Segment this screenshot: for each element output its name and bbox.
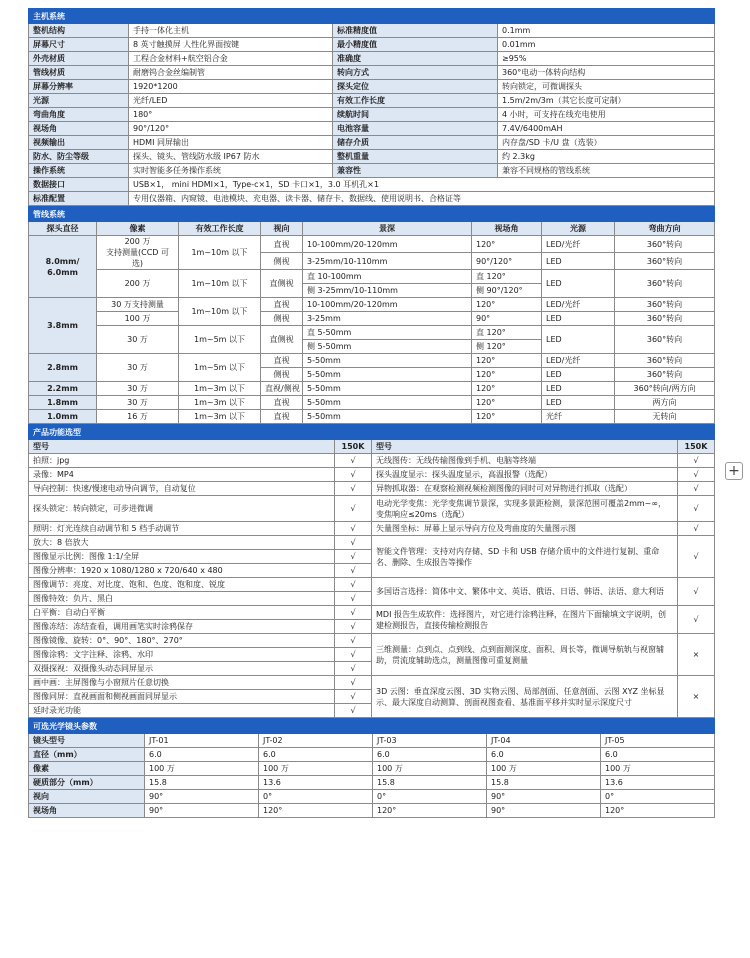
bend: 两方向 <box>615 396 715 410</box>
column-header: JT-05 <box>601 734 715 748</box>
function-check: √ <box>678 606 715 634</box>
spec-value: 90° <box>487 790 601 804</box>
function-item: 图像冻结：冻结查看，调用画笔实时涂鸦保存 <box>29 620 335 634</box>
function-check: √ <box>678 454 715 468</box>
function-check: √ <box>335 496 372 522</box>
spec-value: 内存盘/SD 卡/U 盘（选装） <box>498 136 715 150</box>
spec-value: 90°/120° <box>129 122 333 136</box>
view: 侧视 <box>261 312 303 326</box>
table-row <box>29 748 715 762</box>
spec-label: 续航时间 <box>333 108 498 122</box>
function-item: 探头锁定：转向锁定，可步进微调 <box>29 496 335 522</box>
function-item: 智能文件管理：支持对内存储、SD 卡和 USB 存储介质中的文件进行复制、重命名、删除、生成报告等操作 <box>372 536 678 578</box>
function-item: 多国语言选择：简体中文、繁体中文、英语、俄语、日语、韩语、法语、意大利语 <box>372 578 678 606</box>
function-item: 延时录光功能 <box>29 704 335 718</box>
pixels: 16 万 <box>97 410 179 424</box>
work-length: 1m~5m 以下 <box>179 326 261 354</box>
pipe-header-row <box>29 222 715 236</box>
table-row <box>29 468 715 482</box>
function-item: MDI 报告生成软件：选择图片，对它进行涂鸦注释，在图片下面输填文字说明，创建检测报告，直接传输检测报告 <box>372 606 678 634</box>
spec-label: 管线材质 <box>29 66 129 80</box>
spec-value: 0.1mm <box>498 24 715 38</box>
spec-value: 7.4V/6400mAH <box>498 122 715 136</box>
add-plus-icon[interactable]: + <box>725 462 743 480</box>
function-check: √ <box>335 606 372 620</box>
function-check: √ <box>335 536 372 550</box>
depth: 直 10-100mm <box>303 270 472 284</box>
spec-label: 视场角 <box>29 804 145 818</box>
fov: 直 120° <box>472 270 542 284</box>
spec-label: 转向方式 <box>333 66 498 80</box>
table-row <box>29 496 715 509</box>
table-row <box>29 606 715 620</box>
column-header: 150K <box>335 440 372 454</box>
spec-label: 整机重量 <box>333 150 498 164</box>
table-row <box>29 178 715 192</box>
spec-value: 手持一体化主机 <box>129 24 333 38</box>
function-item: 照明：灯光连续自动调节和 5 档手动调节 <box>29 522 335 536</box>
column-header: 视向 <box>261 222 303 236</box>
function-item: 录像：MP4 <box>29 468 335 482</box>
table-row <box>29 522 715 536</box>
spec-value: 13.6 <box>601 776 715 790</box>
column-header: JT-01 <box>145 734 259 748</box>
spec-label: 电池容量 <box>333 122 498 136</box>
depth: 5-50mm <box>303 382 472 396</box>
fov: 120° <box>472 396 542 410</box>
function-header-row <box>29 440 715 454</box>
view: 直侧视 <box>261 270 303 298</box>
function-item: 白平衡：自动白平衡 <box>29 606 335 620</box>
view: 直视 <box>261 298 303 312</box>
spec-label: 屏幕尺寸 <box>29 38 129 52</box>
function-item: 导向控制：快速/慢速电动导向调节，自动复位 <box>29 482 335 496</box>
depth: 5-50mm <box>303 368 472 382</box>
table-row <box>29 354 715 368</box>
column-header: 镜头型号 <box>29 734 145 748</box>
spec-value: 15.8 <box>373 776 487 790</box>
function-item: 放大：8 倍放大 <box>29 536 335 550</box>
spec-value: 100 万 <box>487 762 601 776</box>
table-row <box>29 24 715 38</box>
column-header: 像素 <box>97 222 179 236</box>
table-row <box>29 298 715 312</box>
spec-value: HDMI 同屏输出 <box>129 136 333 150</box>
depth: 侧 5-50mm <box>303 340 472 354</box>
table-row <box>29 634 715 648</box>
spec-label: 弯曲角度 <box>29 108 129 122</box>
spec-value: USB×1， mini HDMI×1，Type-c×1，SD 卡口×1，3.0 耳机孔×1 <box>129 178 715 192</box>
table-row <box>29 270 715 284</box>
function-check: √ <box>335 522 372 536</box>
function-check: √ <box>335 468 372 482</box>
depth: 10-100mm/20-120mm <box>303 236 472 253</box>
function-item: 图像显示比例：图像 1:1/全屏 <box>29 550 335 564</box>
table-row <box>29 108 715 122</box>
view: 直视 <box>261 396 303 410</box>
work-length: 1m~10m 以下 <box>179 236 261 270</box>
spec-value: 0.01mm <box>498 38 715 52</box>
bend: 360°转向 <box>615 312 715 326</box>
column-header: 视场角 <box>472 222 542 236</box>
table-row <box>29 236 715 253</box>
section-header-pipe: 管线系统 <box>29 207 715 222</box>
fov: 120° <box>472 382 542 396</box>
table-row <box>29 38 715 52</box>
spec-label: 视频输出 <box>29 136 129 150</box>
work-length: 1m~10m 以下 <box>179 298 261 326</box>
spec-value: 120° <box>601 804 715 818</box>
table-row <box>29 382 715 396</box>
bend: 360°转向 <box>615 236 715 253</box>
function-item: 图像同屏：直视画面和侧视画面同屏显示 <box>29 690 335 704</box>
column-header: 150K <box>678 440 715 454</box>
work-length: 1m~3m 以下 <box>179 396 261 410</box>
spec-label: 有效工作长度 <box>333 94 498 108</box>
function-item: 图像特效：负片、黑白 <box>29 592 335 606</box>
function-item: 图像涂鸦：文字注释、涂鸦、水印 <box>29 648 335 662</box>
spec-label: 标准配置 <box>29 192 129 206</box>
function-check: √ <box>678 578 715 606</box>
bend: 360°转向 <box>615 326 715 354</box>
function-check: √ <box>678 522 715 536</box>
spec-label: 硬质部分（mm） <box>29 776 145 790</box>
function-item: 图像分辨率：1920 x 1080/1280 x 720/640 x 480 <box>29 564 335 578</box>
spec-value: 90° <box>487 804 601 818</box>
function-item: 图像调节：亮度、对比度、饱和、色度、饱和度、锐度 <box>29 578 335 592</box>
table-row <box>29 536 715 550</box>
view: 侧视 <box>261 253 303 270</box>
pixels: 200 万 <box>97 270 179 298</box>
function-check: √ <box>678 482 715 496</box>
fov: 直 120° <box>472 326 542 340</box>
probe-diameter: 2.8mm <box>29 354 97 382</box>
function-check: √ <box>335 690 372 704</box>
fov: 120° <box>472 354 542 368</box>
function-item: 双摄探视：双摄像头动态同屏显示 <box>29 662 335 676</box>
spec-label: 操作系统 <box>29 164 129 178</box>
probe-diameter: 1.8mm <box>29 396 97 410</box>
spec-label: 外壳材质 <box>29 52 129 66</box>
spec-label: 直径（mm） <box>29 748 145 762</box>
column-header: JT-02 <box>259 734 373 748</box>
spec-value: 6.0 <box>259 748 373 762</box>
function-check: √ <box>335 550 372 564</box>
spec-value: 13.6 <box>259 776 373 790</box>
host-system-table <box>28 8 715 206</box>
probe-diameter: 1.0mm <box>29 410 97 424</box>
table-row <box>29 776 715 790</box>
function-check: √ <box>335 578 372 592</box>
function-item: 拍照：jpg <box>29 454 335 468</box>
function-item: 电动光学变焦：光学变焦调节景深，实现多景距检测，景深范围可覆盖2mm~∞，变焦响应≤20ms（选配） <box>372 496 678 522</box>
table-row <box>29 578 715 592</box>
table-row <box>29 326 715 340</box>
probe-diameter: 2.2mm <box>29 382 97 396</box>
lens-header-row <box>29 734 715 748</box>
spec-value: 光纤/LED <box>129 94 333 108</box>
function-check: √ <box>335 592 372 606</box>
function-selection-table <box>28 424 715 718</box>
fov: 90° <box>472 312 542 326</box>
function-item: 图像镜像、旋转：0°、90°、180°、270° <box>29 634 335 648</box>
spec-value: 专用仪器箱、内窥镜、电池模块、充电器、读卡器、储存卡、数据线、使用说明书、合格证等 <box>129 192 715 206</box>
view: 直视 <box>261 354 303 368</box>
spec-value: 100 万 <box>145 762 259 776</box>
table-row <box>29 482 715 496</box>
spec-label: 数据接口 <box>29 178 129 192</box>
depth: 3-25mm/10-110mm <box>303 253 472 270</box>
spec-value: 100 万 <box>259 762 373 776</box>
view: 侧视 <box>261 368 303 382</box>
spec-value: 0° <box>601 790 715 804</box>
spec-value: 约 2.3kg <box>498 150 715 164</box>
spec-label: 探头定位 <box>333 80 498 94</box>
spec-value: 120° <box>373 804 487 818</box>
spec-value: 6.0 <box>145 748 259 762</box>
pixels: 30 万 <box>97 396 179 410</box>
view: 直视/侧视 <box>261 382 303 396</box>
spec-label: 视场角 <box>29 122 129 136</box>
spec-label: 准确度 <box>333 52 498 66</box>
table-row <box>29 762 715 776</box>
fov: 120° <box>472 236 542 253</box>
spec-value: 转向锁定，可微调探头 <box>498 80 715 94</box>
spec-value: 6.0 <box>601 748 715 762</box>
column-header: 光源 <box>542 222 615 236</box>
fov: 120° <box>472 368 542 382</box>
spec-label: 整机结构 <box>29 24 129 38</box>
fov: 120° <box>472 298 542 312</box>
spec-label: 最小精度值 <box>333 38 498 52</box>
probe-diameter: 8.0mm/ 6.0mm <box>29 236 97 298</box>
function-check: √ <box>335 634 372 648</box>
depth: 5-50mm <box>303 410 472 424</box>
pixels: 100 万 <box>97 312 179 326</box>
spec-label: 兼容性 <box>333 164 498 178</box>
function-check: √ <box>335 454 372 468</box>
spec-value: 实时智能多任务操作系统 <box>129 164 333 178</box>
light: LED <box>542 270 615 298</box>
view: 直视 <box>261 410 303 424</box>
spec-label: 储存介质 <box>333 136 498 150</box>
fov: 120° <box>472 410 542 424</box>
fov: 90°/120° <box>472 253 542 270</box>
spec-value: 120° <box>259 804 373 818</box>
spec-value: 90° <box>145 804 259 818</box>
work-length: 1m~3m 以下 <box>179 382 261 396</box>
column-header: JT-03 <box>373 734 487 748</box>
function-check: × <box>678 634 715 676</box>
spec-value: 0° <box>259 790 373 804</box>
spec-label: 屏幕分辨率 <box>29 80 129 94</box>
bend: 360°转向 <box>615 270 715 298</box>
function-item: 3D 云图：垂直深度云图、3D 实物云图、局部剖面、任意剖面、云图 XYZ 坐标显示、最大深度自动测算、剖面视图查看、基准面平移并实时显示深度尺寸 <box>372 676 678 718</box>
spec-value: 100 万 <box>373 762 487 776</box>
spec-value: 360°电动一体转向结构 <box>498 66 715 80</box>
function-item: 探头温度显示：探头温度显示，高温报警（选配） <box>372 468 678 482</box>
function-item: 三维测量：点到点、点到线、点到面测深度、面积、周长等，微调导航轨与视窗辅助，贯流度辅助选点，测量图像可重复测量 <box>372 634 678 676</box>
bend: 360°转向 <box>615 368 715 382</box>
spec-label: 防水、防尘等级 <box>29 150 129 164</box>
column-header: JT-04 <box>487 734 601 748</box>
pixels: 200 万 支持测量(CCD 可选) <box>97 236 179 270</box>
depth: 3-25mm <box>303 312 472 326</box>
light: 光纤 <box>542 410 615 424</box>
spec-value: ≥95% <box>498 52 715 66</box>
section-header-host: 主机系统 <box>29 9 715 24</box>
spec-value: 探头、镜头、管线防水级 IP67 防水 <box>129 150 333 164</box>
depth: 直 5-50mm <box>303 326 472 340</box>
function-check: √ <box>335 482 372 496</box>
function-check: √ <box>678 468 715 482</box>
table-row <box>29 192 715 206</box>
table-row <box>29 804 715 818</box>
spec-value: 100 万 <box>601 762 715 776</box>
spec-value: 0° <box>373 790 487 804</box>
spec-value: 90° <box>145 790 259 804</box>
function-item: 异物抓取器：在观察检测视频检测图像的同时可对异物进行抓取（选配） <box>372 482 678 496</box>
spec-value: 耐磨钨合金丝编制管 <box>129 66 333 80</box>
light: LED <box>542 253 615 270</box>
section-header-function: 产品功能选型 <box>29 425 715 440</box>
pixels: 30 万 <box>97 354 179 382</box>
table-row <box>29 312 715 326</box>
light: LED <box>542 326 615 354</box>
bend: 360°转向 <box>615 298 715 312</box>
spec-value: 8 英寸触摸屏 人性化界面按键 <box>129 38 333 52</box>
spec-value: 6.0 <box>487 748 601 762</box>
column-header: 景深 <box>303 222 472 236</box>
spec-sheet <box>28 8 714 818</box>
pipe-system-table <box>28 206 715 424</box>
spec-label: 像素 <box>29 762 145 776</box>
work-length: 1m~10m 以下 <box>179 270 261 298</box>
spec-value: 15.8 <box>145 776 259 790</box>
column-header: 探头直径 <box>29 222 97 236</box>
table-row <box>29 150 715 164</box>
table-row <box>29 164 715 178</box>
function-item: 矢量图坐标：屏幕上显示导向方位及弯曲度的矢量图示图 <box>372 522 678 536</box>
pixels: 30 万 <box>97 326 179 354</box>
bend: 无转向 <box>615 410 715 424</box>
function-check: √ <box>335 662 372 676</box>
table-row <box>29 52 715 66</box>
function-item: 无线图传：无线传输图像到手机、电脑等终端 <box>372 454 678 468</box>
section-header-lens: 可选光学镜头参数 <box>29 719 715 734</box>
depth: 5-50mm <box>303 354 472 368</box>
spec-value: 1920*1200 <box>129 80 333 94</box>
depth: 侧 3-25mm/10-110mm <box>303 284 472 298</box>
light: LED/光纤 <box>542 298 615 312</box>
function-check: √ <box>678 536 715 578</box>
spec-value: 4 小时，可支持在线充电使用 <box>498 108 715 122</box>
spec-value: 工程合金材料+航空铝合金 <box>129 52 333 66</box>
spec-value: 兼容不同规格的管线系统 <box>498 164 715 178</box>
function-check: × <box>678 676 715 718</box>
light: LED <box>542 312 615 326</box>
depth: 10-100mm/20-120mm <box>303 298 472 312</box>
function-check: √ <box>335 564 372 578</box>
view: 直视 <box>261 236 303 253</box>
fov: 侧 90°/120° <box>472 284 542 298</box>
table-row <box>29 66 715 80</box>
light: LED/光纤 <box>542 354 615 368</box>
column-header: 有效工作长度 <box>179 222 261 236</box>
bend: 360°转向 <box>615 253 715 270</box>
spec-label: 光源 <box>29 94 129 108</box>
work-length: 1m~5m 以下 <box>179 354 261 382</box>
spec-label: 标准精度值 <box>333 24 498 38</box>
function-check: √ <box>335 676 372 690</box>
spec-value: 15.8 <box>487 776 601 790</box>
function-item: 画中画：主屏图像与小窗照片任意切换 <box>29 676 335 690</box>
view: 直侧视 <box>261 326 303 354</box>
function-check: √ <box>335 704 372 718</box>
bend: 360°转向 <box>615 354 715 368</box>
table-row <box>29 454 715 468</box>
bend: 360°转向/两方向 <box>615 382 715 396</box>
table-row <box>29 396 715 410</box>
table-row <box>29 790 715 804</box>
light: LED <box>542 396 615 410</box>
fov: 侧 120° <box>472 340 542 354</box>
column-header: 型号 <box>372 440 678 454</box>
function-check: √ <box>678 496 715 522</box>
function-check: √ <box>335 648 372 662</box>
column-header: 弯曲方向 <box>615 222 715 236</box>
column-header: 型号 <box>29 440 335 454</box>
pixels: 30 万 <box>97 382 179 396</box>
table-row <box>29 94 715 108</box>
depth: 5-50mm <box>303 396 472 410</box>
spec-value: 1.5m/2m/3m（其它长度可定制） <box>498 94 715 108</box>
light: LED/光纤 <box>542 236 615 253</box>
table-row <box>29 80 715 94</box>
table-row <box>29 122 715 136</box>
light: LED <box>542 382 615 396</box>
optional-lens-table <box>28 718 715 818</box>
spec-value: 6.0 <box>373 748 487 762</box>
table-row <box>29 410 715 424</box>
spec-value: 180° <box>129 108 333 122</box>
light: LED <box>542 368 615 382</box>
pixels: 30 万支持测量 <box>97 298 179 312</box>
probe-diameter: 3.8mm <box>29 298 97 354</box>
work-length: 1m~3m 以下 <box>179 410 261 424</box>
table-row <box>29 676 715 690</box>
function-check: √ <box>335 620 372 634</box>
spec-label: 视向 <box>29 790 145 804</box>
table-row <box>29 136 715 150</box>
